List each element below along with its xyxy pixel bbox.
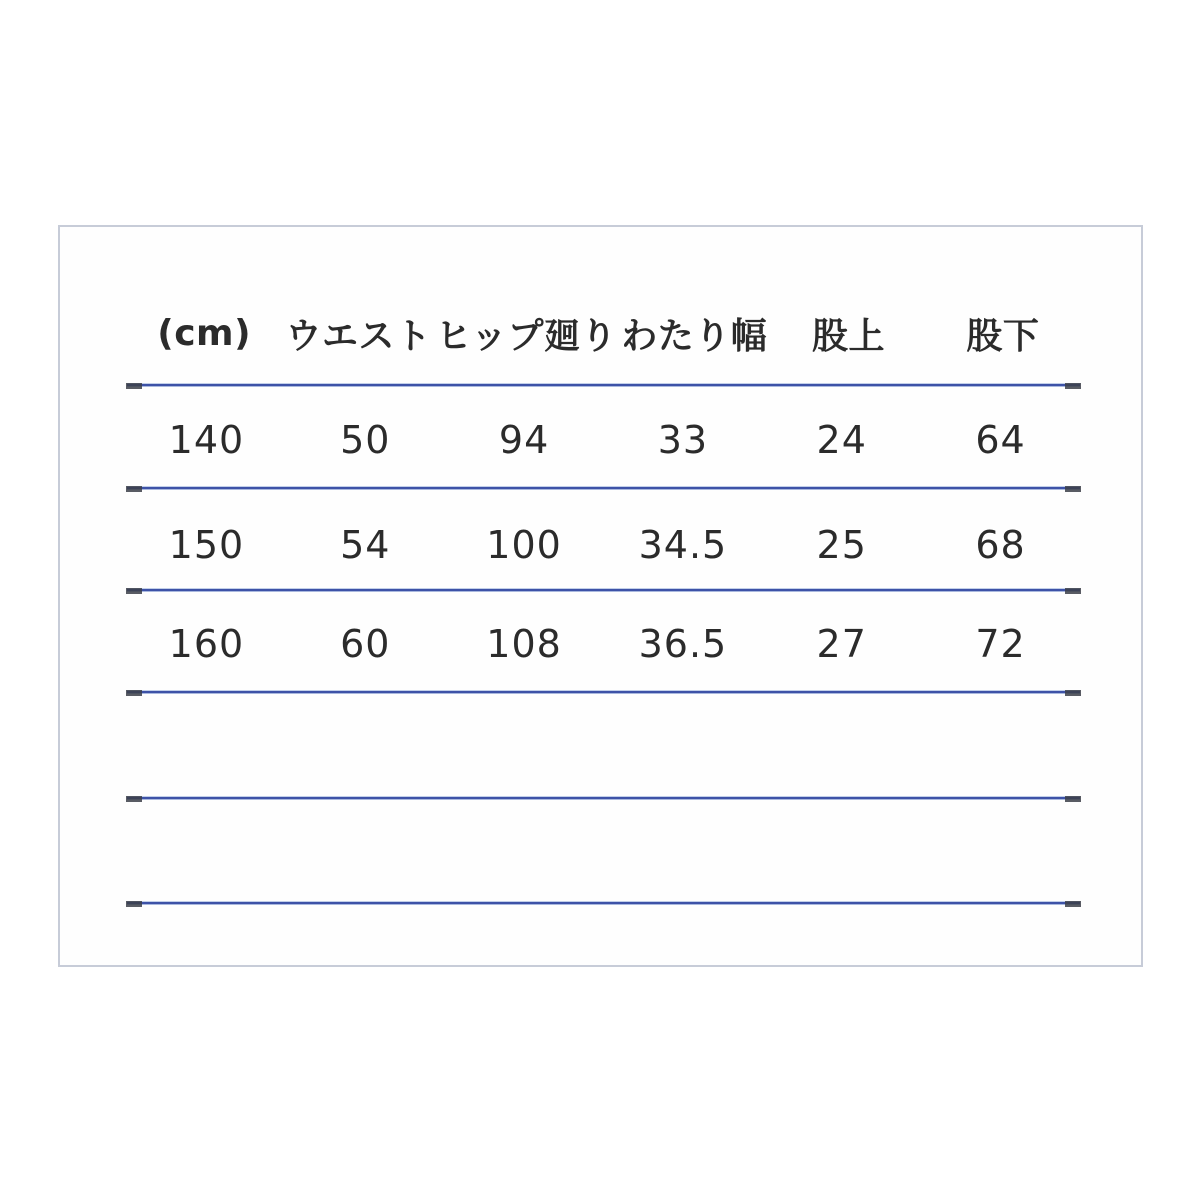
header-cell-unit: (cm): [157, 312, 252, 354]
cell-waist: 50: [340, 418, 391, 462]
row-divider: [127, 588, 1080, 592]
cell-waist: 60: [340, 622, 391, 666]
row-divider: [127, 796, 1080, 800]
header-cell-thigh-width: わたり幅: [621, 315, 768, 357]
table-row-size-160: [127, 614, 1080, 674]
header-cell-hip: ヒップ廻り: [435, 315, 618, 357]
cell-hip: 100: [486, 523, 562, 567]
cell-size: 150: [168, 523, 245, 567]
cell-thigh: 34.5: [638, 523, 728, 567]
header-cell-waist: ウエスト: [285, 315, 432, 357]
cell-inseam: 72: [975, 622, 1026, 666]
cell-thigh: 36.5: [638, 622, 728, 666]
cell-waist: 54: [340, 523, 391, 567]
cell-thigh: 33: [657, 418, 709, 462]
cell-inseam: 68: [975, 523, 1026, 567]
row-divider: [127, 383, 1080, 387]
table-row-size-150: [127, 515, 1080, 575]
cell-rise: 24: [816, 418, 867, 462]
header-cell-rise: 股上: [812, 315, 886, 357]
cell-size: 140: [168, 418, 245, 462]
cell-rise: 25: [816, 523, 867, 567]
cell-rise: 27: [816, 622, 867, 666]
cell-hip: 108: [486, 622, 562, 666]
row-divider: [127, 486, 1080, 490]
cell-hip: 94: [498, 418, 550, 462]
size-chart-frame: [58, 225, 1143, 967]
size-table-header-row: [127, 304, 1080, 362]
row-divider: [127, 690, 1080, 694]
cell-inseam: 64: [975, 418, 1026, 462]
cell-size: 160: [168, 622, 245, 666]
row-divider: [127, 901, 1080, 905]
table-row-size-140: [127, 410, 1080, 470]
header-cell-inseam: 股下: [966, 315, 1040, 357]
